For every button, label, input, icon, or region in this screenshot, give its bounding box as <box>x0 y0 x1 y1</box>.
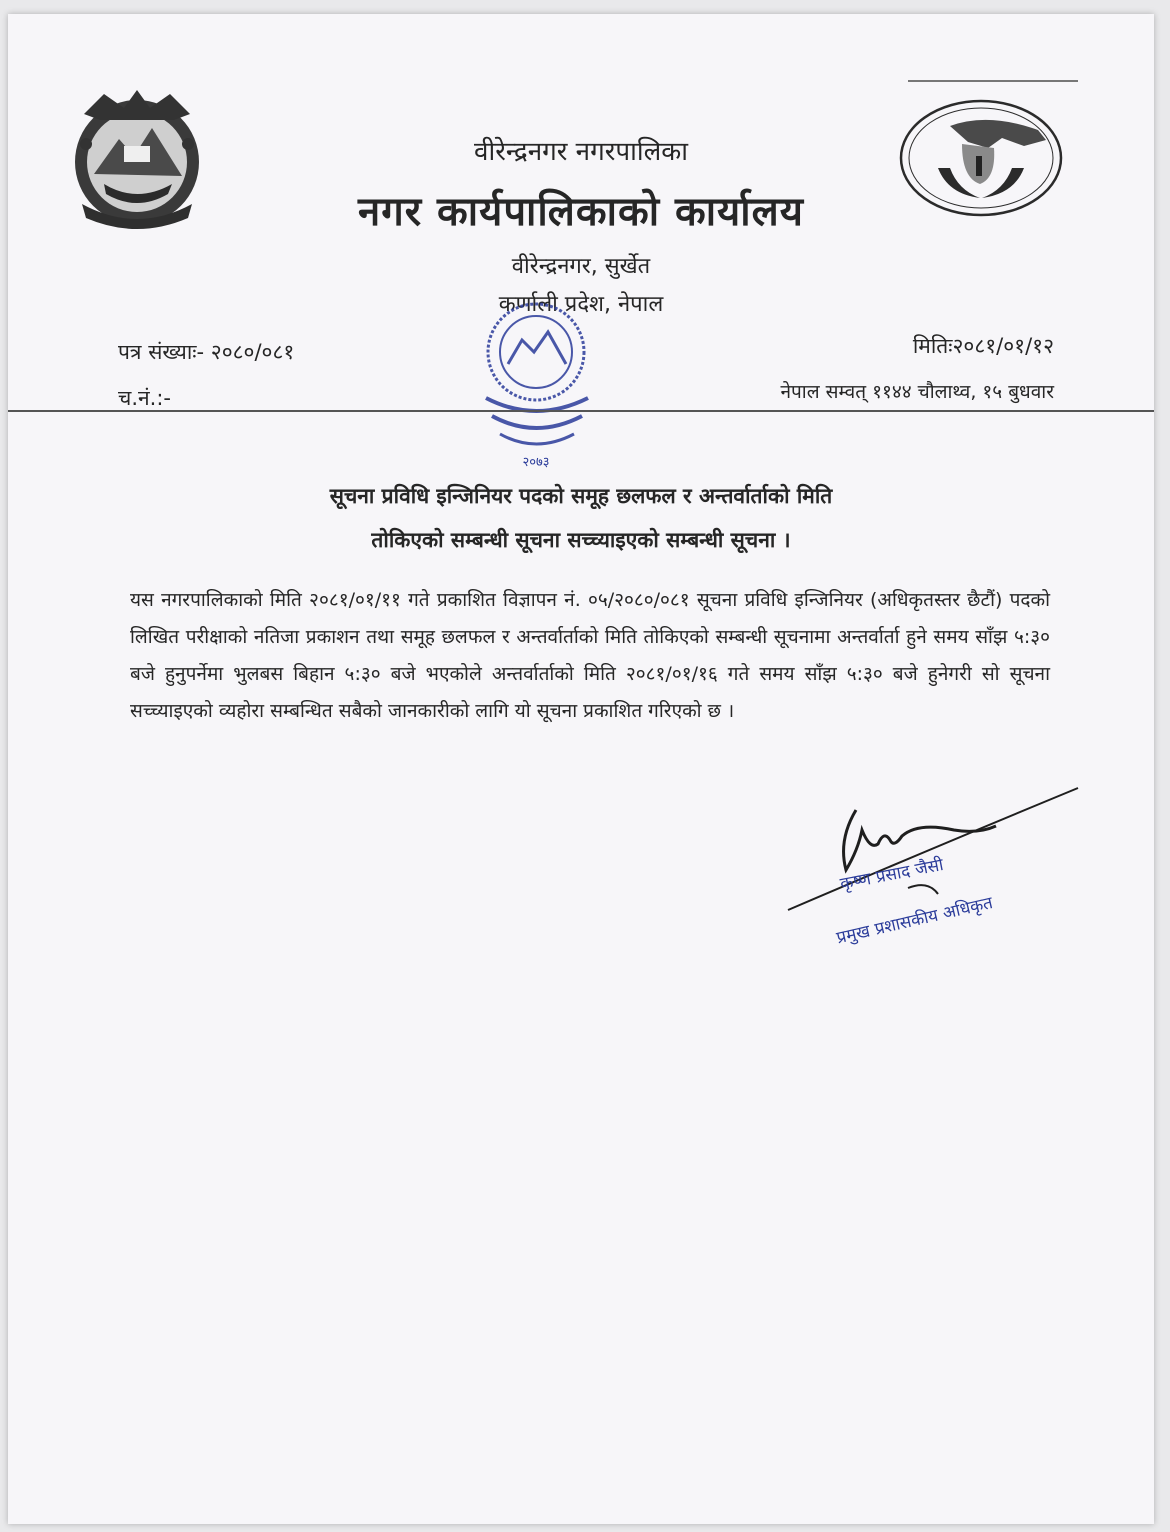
header-divider <box>8 410 1154 412</box>
stamp-year: २०७३ <box>522 455 550 470</box>
letter-page <box>8 14 1154 1524</box>
header-rule-right <box>908 80 1078 82</box>
letter-date: मितिः२०८१/०१/१२ <box>912 334 1054 358</box>
dispatch-number: च.नं.:- <box>118 386 171 410</box>
notice-body: यस नगरपालिकाको मिति २०८१/०१/११ गते प्रकाशित विज्ञापन नं. ०५/२०८०/०८१ सूचना प्रविधि इन्जिनियर (अधिकृतस्तर छैटौं) पदको लिखित परीक्षाको नतिजा प्रकाशन तथा समूह छलफल र अन्तर्वार्ताको मिति तोकिएको सम्बन्धी सूचनामा अन्तर्वार्ता हुने समय साँझ ५:३० बजे हुनुपर्नेमा भुलबस बिहान ५:३० बजे भएकोले अन्तर्वार्ताको मिति २०८१/०१/१६ गते समय साँझ ५:३० बजे हुनेगरी सो सूचना सच्च्याइएको व्यहोरा सम्बन्धित सबैको जानकारीको लागि यो सूचना प्रकाशित गरिएको छ । <box>130 589 1050 722</box>
letter-number: पत्र संख्याः- २०८०/०८१ <box>118 340 295 364</box>
signatory-designation: प्रमुख प्रशासकीय अधिकृत <box>834 893 995 949</box>
signatory-name: कृष्ण प्रसाद जैसी <box>838 854 946 895</box>
nepal-sambat-date: नेपाल सम्वत् ११४४ चौलाथ्व, १५ बुधवार <box>780 381 1054 403</box>
subject-line-2: तोकिएको सम्बन्धी सूचना सच्च्याइएको सम्बन्धी सूचना । <box>371 528 791 552</box>
office-seal-stamp-icon <box>456 294 616 474</box>
address-line-1: वीरेन्द्रनगर, सुर्खेत <box>511 254 651 279</box>
address-line-2: कर्णाली प्रदेश, नेपाल <box>498 292 664 317</box>
office-title: नगर कार्यपालिकाको कार्यालय <box>358 189 804 235</box>
org-name: वीरेन्द्रनगर नगरपालिका <box>474 137 688 167</box>
subject-line-1: सूचना प्रविधि इन्जिनियर पदको समूह छलफल र अन्तर्वार्ताको मिति <box>329 484 833 508</box>
